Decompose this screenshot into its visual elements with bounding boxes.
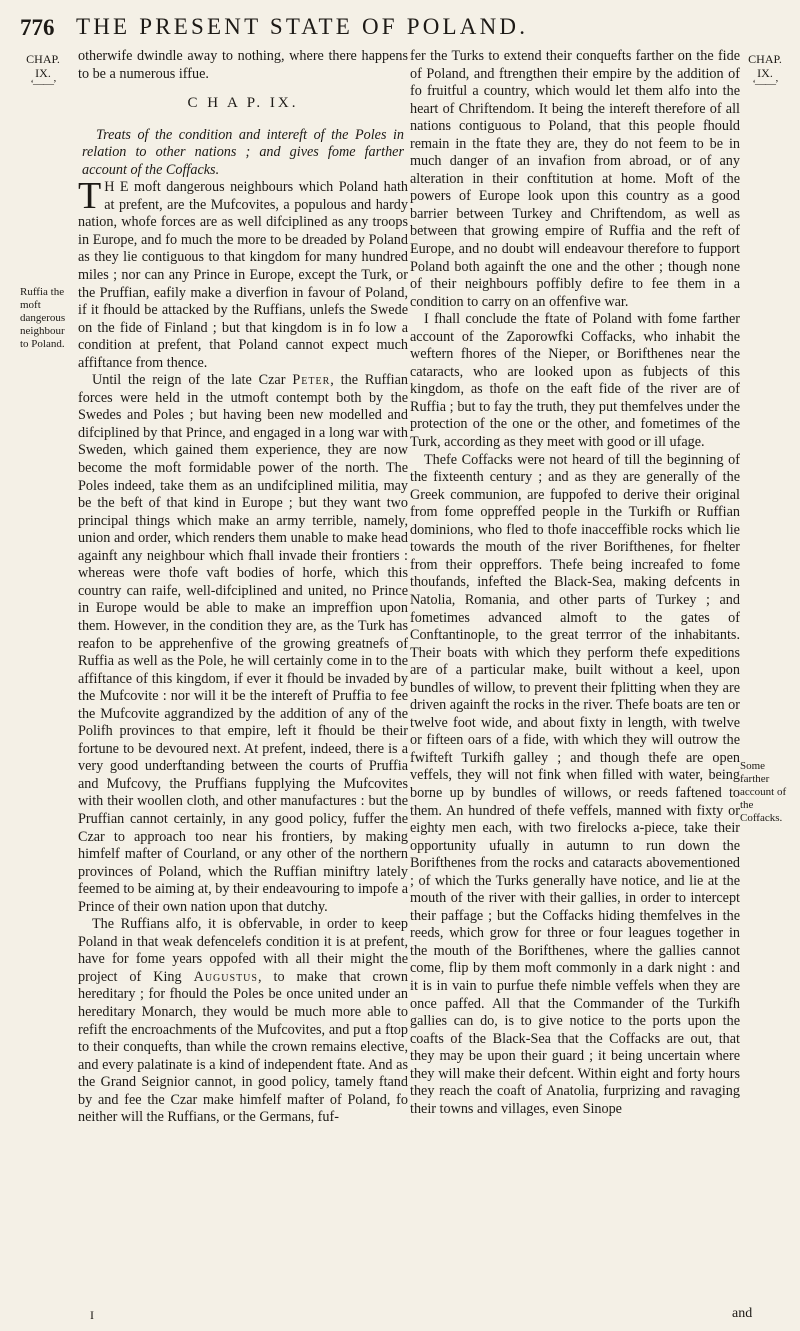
paragraph-muscovites-text: H E moft dangerous neighbours which Poland hath at prefent, are the Mufcovites, a populous and hardy nation, whofe forces are as well difciplined as any troops in Europe, and fo much the more to be dreaded by Poland as they lie contiguous to that kingdom for many hundred miles ; nor can any Prince in Europe, except the Turk, or the Pruffian, eafily make a diverfion in favour of Poland, if it fhould be attacked by the Ruffians, unlefs the Swede on the fide of Finland ; but that kingdom is in fo low a condition at prefent, that Poland cannot expect much affiftance from thence.	[78, 179, 408, 371]
left-chap-label: CHAP.	[26, 52, 60, 66]
chapter-heading: C H A P. IX.	[187, 95, 299, 112]
catchword: and	[732, 1306, 753, 1321]
right-chap-number: IX.	[757, 66, 773, 80]
paragraph-russians-rest: , to make that crown hereditary ; for fhould the Poles be once united under an hereditary Monarch, they would be much more able to refift the encroachments of the Mufcovites, and put a ftop to their conquefts, than while the crown remains elective, and every palatinate is a kind of independent ftate. And as the Grand Seignior cannot, in good policy, tamely ftand by and fee the Czar make himfelf mafter of Poland, fo neither will the Ruffians, or the Germans, fuf-	[78, 968, 408, 1126]
name-peter: Peter	[292, 372, 331, 389]
name-augustus: Augustus	[193, 968, 258, 985]
right-column	[410, 48, 740, 1118]
paragraph-czar-peter-rest: , the Ruffian forces were held in the utmoft contempt both by the Swedes and Poles ; but having been new modelled and difciplined by that Prince, and engaged in a long war with Sweden, which gained them experience, they are now become the moft formidable power of the north. The Poles indeed, take them as an undifciplined militia, may be the beft of that kind in Europe ; but they want two principal things which make an army terrible, namely, union and order, which renders them unable to make head againft any neighbour which fhall invade their frontiers : whereas were thofe vaft bodies of horfe, which this country can raife, well-difciplined and united, no Prince in Europe would be able to make an impreffion upon them. However, in the condition they are, as the Turk has reafon to be apprehenfive of the growing greatnefs of Ruffia as well as the Pole, he will certainly come in to the affiftance of this kingdom, if ever it fhould be invaded by the Mufcovite : nor will it be the intereft of Pruffia to fee the Mufcovite aggrandized by the addition of any of the Polifh provinces to that empire, left it fhould be their fortune to be devoured next. At prefent, indeed, there is a very good underftanding between the courts of Pruffia and Mufcovy, the Pruffians fupplying the Mufcovites with their woollen cloth, and other manufactures : but the Pruffian cannot certainly, in any good policy, fuffer the Czar to approach too near his frontiers, by making himfelf mafter of Courland, or any other of the northern provinces of Poland, which the Ruffian miniftry lately feemed to be aiming at, by their endeavouring to impofe a Prince of their own nation upon that dutchy.	[78, 372, 409, 915]
sidenote-russia: Ruffia the moft dangerous neighbour to Poland.	[20, 286, 66, 350]
right-chapter-margin	[742, 52, 788, 88]
continued-paragraph: otherwife dwindle away to nothing, where there happens to be a numerous iffue.	[78, 48, 408, 82]
left-column	[78, 48, 408, 1127]
left-chap-number: IX.	[35, 66, 51, 80]
sidenote-cossacks: Some farther account of the Coffacks.	[740, 760, 787, 824]
chapter-summary: Treats of the condition and intereft of the Poles in relation to other nations ; and gives fome farther account of the Coffacks.	[82, 126, 404, 178]
paragraph-cossacks-intro: I fhall conclude the ftate of Poland with fome farther account of the Zaporowfki Coffacks, who inhabit the weftern fhores of the Nieper, or Borifthenes near the cataracts, who are looked upon as fubjects of this kingdom, as thofe on the eaft fide of the river are of Ruffia ; but to fay the truth, they put themfelves under the protection of the one or the other, and fometimes of the Turk, according as they meet with good or ill ufage.	[410, 311, 740, 451]
drop-cap: T	[78, 175, 102, 218]
paragraph-russians-start: The Ruffians alfo, it is obfervable, in order to keep Poland in that weak defencelefs condition it is at prefent, have for fome years oppofed with all their might the project of King	[78, 916, 408, 985]
paragraph-czar-peter-start: Until the reign of the late Czar	[92, 372, 286, 389]
left-chapter-margin	[20, 52, 66, 88]
paragraph-czar-peter	[78, 372, 408, 916]
signature-mark: I	[90, 1308, 94, 1322]
paragraph-turks: fer the Turks to extend their conquefts farther on the fide of Poland, and ftrengthen their empire by the addition of fo fruitful a country, which would let them alfo into the heart of Chriftendom. It being the intereft therefore of all nations contiguous to Poland, that this people fhould remain in the ftate they are, they do not feem to be in much danger of an invafion from abroad, or of any alteration in their conftitution at home. Moft of the powers of Europe look upon this country as a good barrier between Turkey and Chriftendom, as well as between that growing empire of Ruffia and the reft of Europe, and no doubt will endeavour therefore to fupport Poland both againft the one and the other ; though none of their neighbours poffibly defire to fee them in a condition to carry on an offenfive war.	[410, 48, 740, 310]
paragraph-cossacks-boats: Thefe Coffacks were not heard of till the beginning of the fixteenth century ; and as they are generally of the Greek communion, are fuppofed to derive their original from fome oppreffed people in the Turkifh or Ruffian dominions, who fled to thofe inacceffible rocks which lie towards the mouth of the river Borifthenes, for fhelter from their oppreffors. Thefe being increafed to fome thoufands, infefted the Black-Sea, making defcents in Natolia, Romania, and other parts of Turkey ; and fometimes advanced almoft to the gates of Conftantinople, to the great terrror of the inhabitants. Their boats with which they perform thefe expeditions are of a particular make, built without a keel, upon bundles of willow, to prevent their fplitting when they are driven againft the rocks in the river. Thefe boats are ten or twelve foot wide, and about fixty in length, with twelve or fifteen oars of a fide, with which they will outrow the fwifteft Turkifh galley ; and though thefe are open veffels, they will not fink when filled with water, being borne up by bundles of willows, or reeds faftened to them. An hundred of thefe veffels, manned with fixty or eighty men each, with two firelocks a-piece, take their opportunity ufually in autumn to run down the Borifthenes from the rocks and cataracts abovementioned ; of which the Turks generally have notice, and lie at the mouth of the river with their gallies, in order to intercept their paffage ; but the Coffacks hiding themfelves in the reeds, which grow for three or four leagues together in the mouth of the Borifthenes, where the gallies cannot come, flip by them moft commonly in a dark night : and it is in vain to purfue thefe nimble veffels when they are once paffed. All that the Commander of the Turkifh gallies can do, is to give notice to the ports upon the coafts of the Black-Sea that the Coffacks are out, that they may be upon their guard ; it being uncertain where they will make their defcent. Within eight and forty hours they reach the coaft of Anatolia, furprizing and ravaging their towns and villages, even Sinope	[410, 451, 740, 1117]
right-chap-label: CHAP.	[748, 52, 782, 66]
right-chap-brace: ‘——’	[752, 78, 778, 90]
running-head: THE PRESENT STATE OF POLAND.	[76, 14, 529, 39]
page-number: 776	[20, 15, 55, 40]
paragraph-russians	[78, 916, 408, 1127]
paragraph-muscovites	[78, 175, 408, 372]
left-chap-brace: ‘——’	[30, 78, 56, 90]
